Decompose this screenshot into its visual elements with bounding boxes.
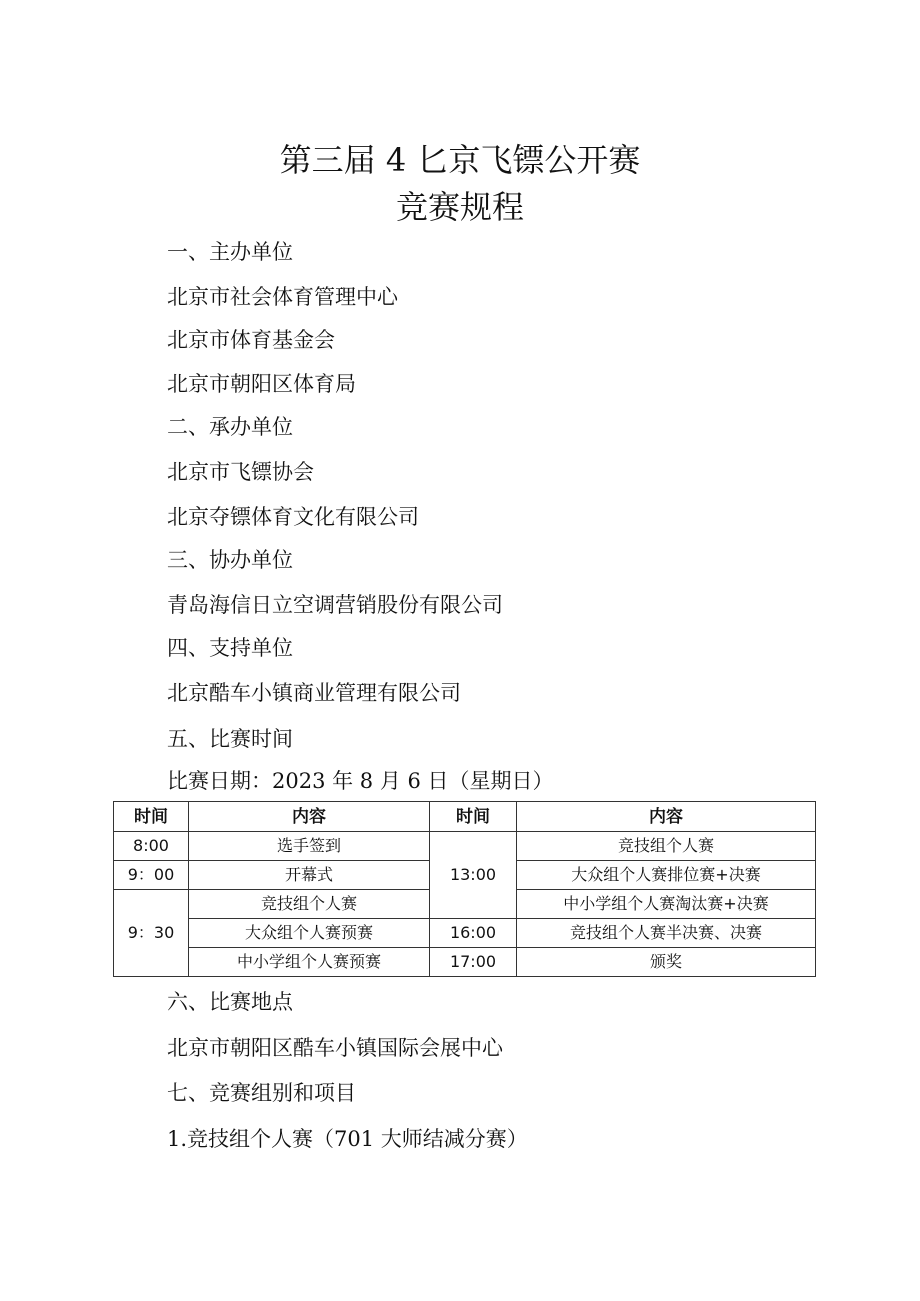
document-title: 第三届 4 匕京飞镖公开赛 [279, 141, 641, 179]
content-cell: 大众组个人赛排位赛+决赛 [517, 861, 816, 890]
document-subtitle: 竞赛规程 [395, 188, 524, 226]
undertaker-item: 北京市飞镖协会 [167, 460, 314, 484]
table-row [114, 948, 816, 977]
match-date: 比赛日期：2023 年 8 月 6 日（星期日） [167, 769, 554, 793]
content-cell: 中小学组个人赛淘汰赛+决赛 [517, 890, 816, 919]
organizer-item: 北京市体育基金会 [167, 328, 335, 352]
time-cell: 16:00 [430, 919, 517, 948]
time-cell: 9：00 [114, 861, 189, 890]
supporter-item: 北京酷车小镇商业管理有限公司 [167, 681, 461, 705]
content-cell: 大众组个人赛预赛 [189, 919, 430, 948]
section-heading-venue: 六、比赛地点 [167, 990, 293, 1014]
content-cell: 竞技组个人赛 [517, 832, 816, 861]
organizer-item: 北京市朝阳区体育局 [167, 372, 356, 396]
time-cell: 9：30 [114, 890, 189, 977]
undertaker-item: 北京夺镖体育文化有限公司 [167, 505, 419, 529]
table-row [114, 919, 816, 948]
section-heading-events: 七、竞赛组别和项目 [167, 1081, 356, 1105]
schedule-table [113, 801, 816, 977]
section-heading-organizer: 一、主办单位 [167, 240, 293, 264]
table-header-row [114, 802, 816, 832]
venue-item: 北京市朝阳区酷车小镇国际会展中心 [167, 1036, 503, 1060]
event-item: 1.竞技组个人赛（701 大师结减分赛） [167, 1127, 528, 1151]
time-cell: 8:00 [114, 832, 189, 861]
time-cell: 17:00 [430, 948, 517, 977]
section-heading-undertaker: 二、承办单位 [167, 415, 293, 439]
content-cell: 竞技组个人赛半决赛、决赛 [517, 919, 816, 948]
co-organizer-item: 青岛海信日立空调营销股份有限公司 [167, 593, 503, 617]
section-heading-time: 五、比赛时间 [167, 727, 293, 751]
time-cell: 13:00 [430, 832, 517, 919]
content-cell: 竞技组个人赛 [189, 890, 430, 919]
header-content: 内容 [517, 802, 816, 832]
header-time: 时间 [430, 802, 517, 832]
content-cell: 开幕式 [189, 861, 430, 890]
organizer-item: 北京市社会体育管理中心 [167, 285, 398, 309]
content-cell: 中小学组个人赛预赛 [189, 948, 430, 977]
content-cell: 颁奖 [517, 948, 816, 977]
content-cell: 选手签到 [189, 832, 430, 861]
header-content: 内容 [189, 802, 430, 832]
section-heading-supporter: 四、支持单位 [167, 636, 293, 660]
table-row [114, 832, 816, 861]
header-time: 时间 [114, 802, 189, 832]
section-heading-co-organizer: 三、协办单位 [167, 548, 293, 572]
